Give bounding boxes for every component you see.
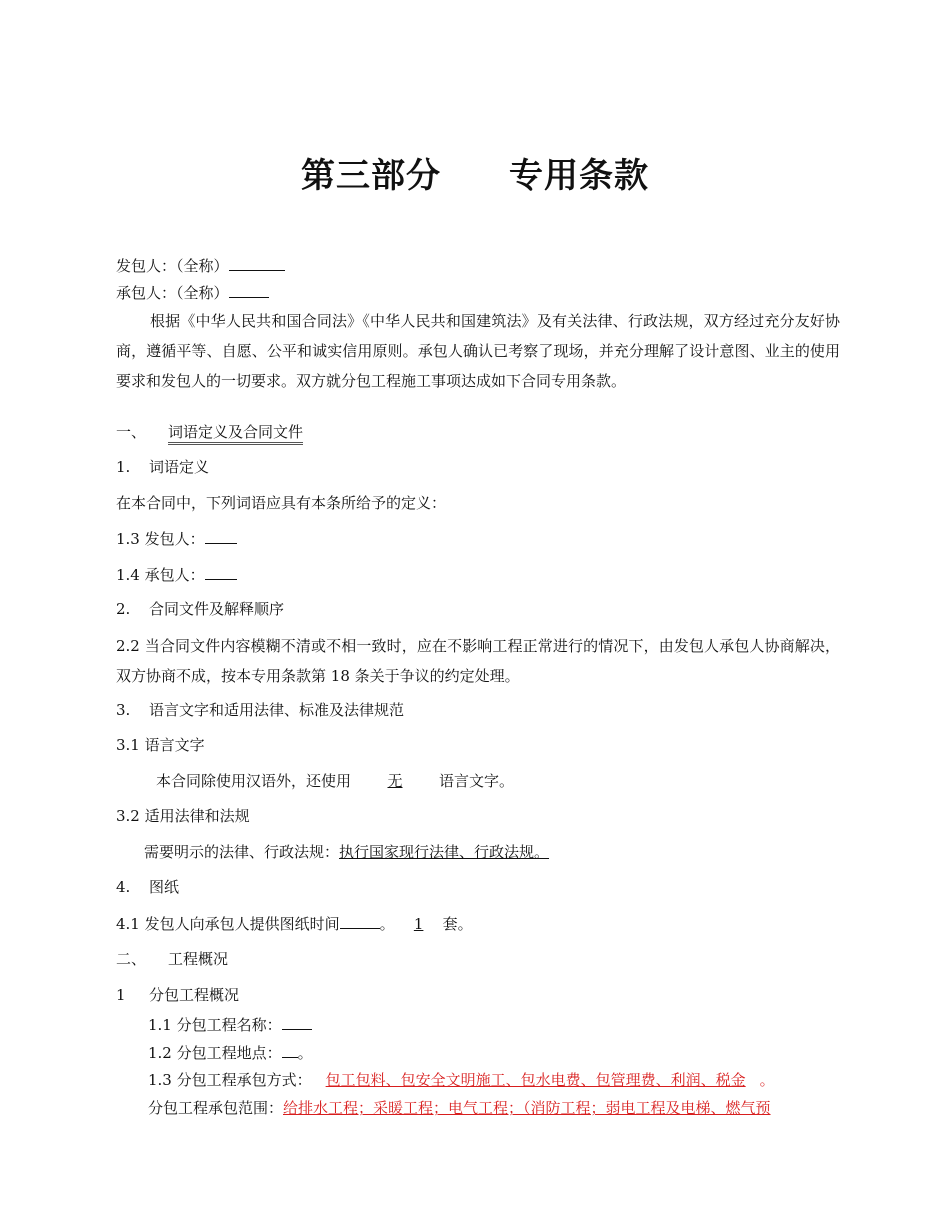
sub-1-heading: 1 分包工程概况 <box>116 986 240 1004</box>
contract-scope-line: 分包工程承包范围：给排水工程；采暖工程；电气工程；（消防工程；弱电工程及电梯、燃气预 <box>148 1099 771 1117</box>
clause-1-3: 1.3 发包人： <box>116 527 237 550</box>
clause-1-text: 在本合同中，下列词语应具有本条所给予的定义： <box>116 494 447 512</box>
section-1-heading: 一、 词语定义及合同文件 <box>116 421 303 443</box>
section-2-heading: 二、 工程概况 <box>116 950 229 968</box>
clause-4-heading: 4. 图纸 <box>116 878 180 896</box>
title-part: 第三部分 <box>301 156 441 196</box>
clause-3-heading: 3. 语言文字和适用法律、标准及法律规范 <box>116 701 405 719</box>
contracting-method-line: 1.3 分包工程承包方式： 包工包料、包安全文明施工、包水电费、包管理费、利润、税金 。 <box>148 1071 775 1089</box>
clause-1-heading: 1. 词语定义 <box>116 458 210 476</box>
section-2-title: 工程概况 <box>168 950 229 968</box>
clause-2-2: 2.2 当合同文件内容模糊不清或不相一致时，应在不影响工程正常进行的情况下，由发包人承包人协商解决，双方协商不成，按本专用条款第 18 条关于争议的约定处理。 <box>116 637 840 685</box>
clause-3-1-text: 本合同除使用汉语外，还使用 无 语言文字。 <box>156 772 515 790</box>
section-1-title: 词语定义及合同文件 <box>168 423 303 445</box>
clause-1-4: 1.4 承包人： <box>116 563 237 586</box>
contractor-line: 承包人：（全称） <box>116 281 269 304</box>
clause-4-1: 4.1 发包人向承包人提供图纸时间 。 1 套。 <box>116 912 473 935</box>
clause-3-2: 3.2 适用法律和法规 <box>116 807 250 825</box>
contract-scope-value: 给排水工程；采暖工程；电气工程；（消防工程；弱电工程及电梯、燃气预 <box>283 1099 771 1117</box>
drawing-sets-count: 1 <box>413 915 424 933</box>
employer-line: 发包人：（全称） <box>116 254 285 277</box>
contracting-method-value: 包工包料、包安全文明施工、包水电费、包管理费、利润、税金 <box>325 1071 746 1089</box>
laws-value: 执行国家现行法律、行政法规。 <box>339 843 550 861</box>
title-name: 专用条款 <box>509 156 649 196</box>
intro-paragraph: 根据《中华人民共和国合同法》《中华人民共和国建筑法》及有关法律、行政法规，双方经过充分友好协商，遵循平等、自愿、公平和诚实信用原则。承包人确认已考察了现场，并充分理解了设计意图、业主的使用要求和发包人的一切要求。双方就分包工程施工事项达成如下合同专用条款。 <box>116 312 840 390</box>
employer-blank <box>229 254 285 271</box>
project-location-line: 1.2 分包工程地点： 。 <box>148 1041 313 1064</box>
clause-3-2-text: 需要明示的法律、行政法规：执行国家现行法律、行政法规。 <box>144 843 550 861</box>
project-name-line: 1.1 分包工程名称： <box>148 1013 312 1036</box>
page-title <box>0 148 950 197</box>
clause-3-1: 3.1 语言文字 <box>116 736 205 754</box>
language-value: 无 <box>387 772 403 790</box>
clause-2-heading: 2. 合同文件及解释顺序 <box>116 600 285 618</box>
contractor-blank <box>229 281 269 298</box>
